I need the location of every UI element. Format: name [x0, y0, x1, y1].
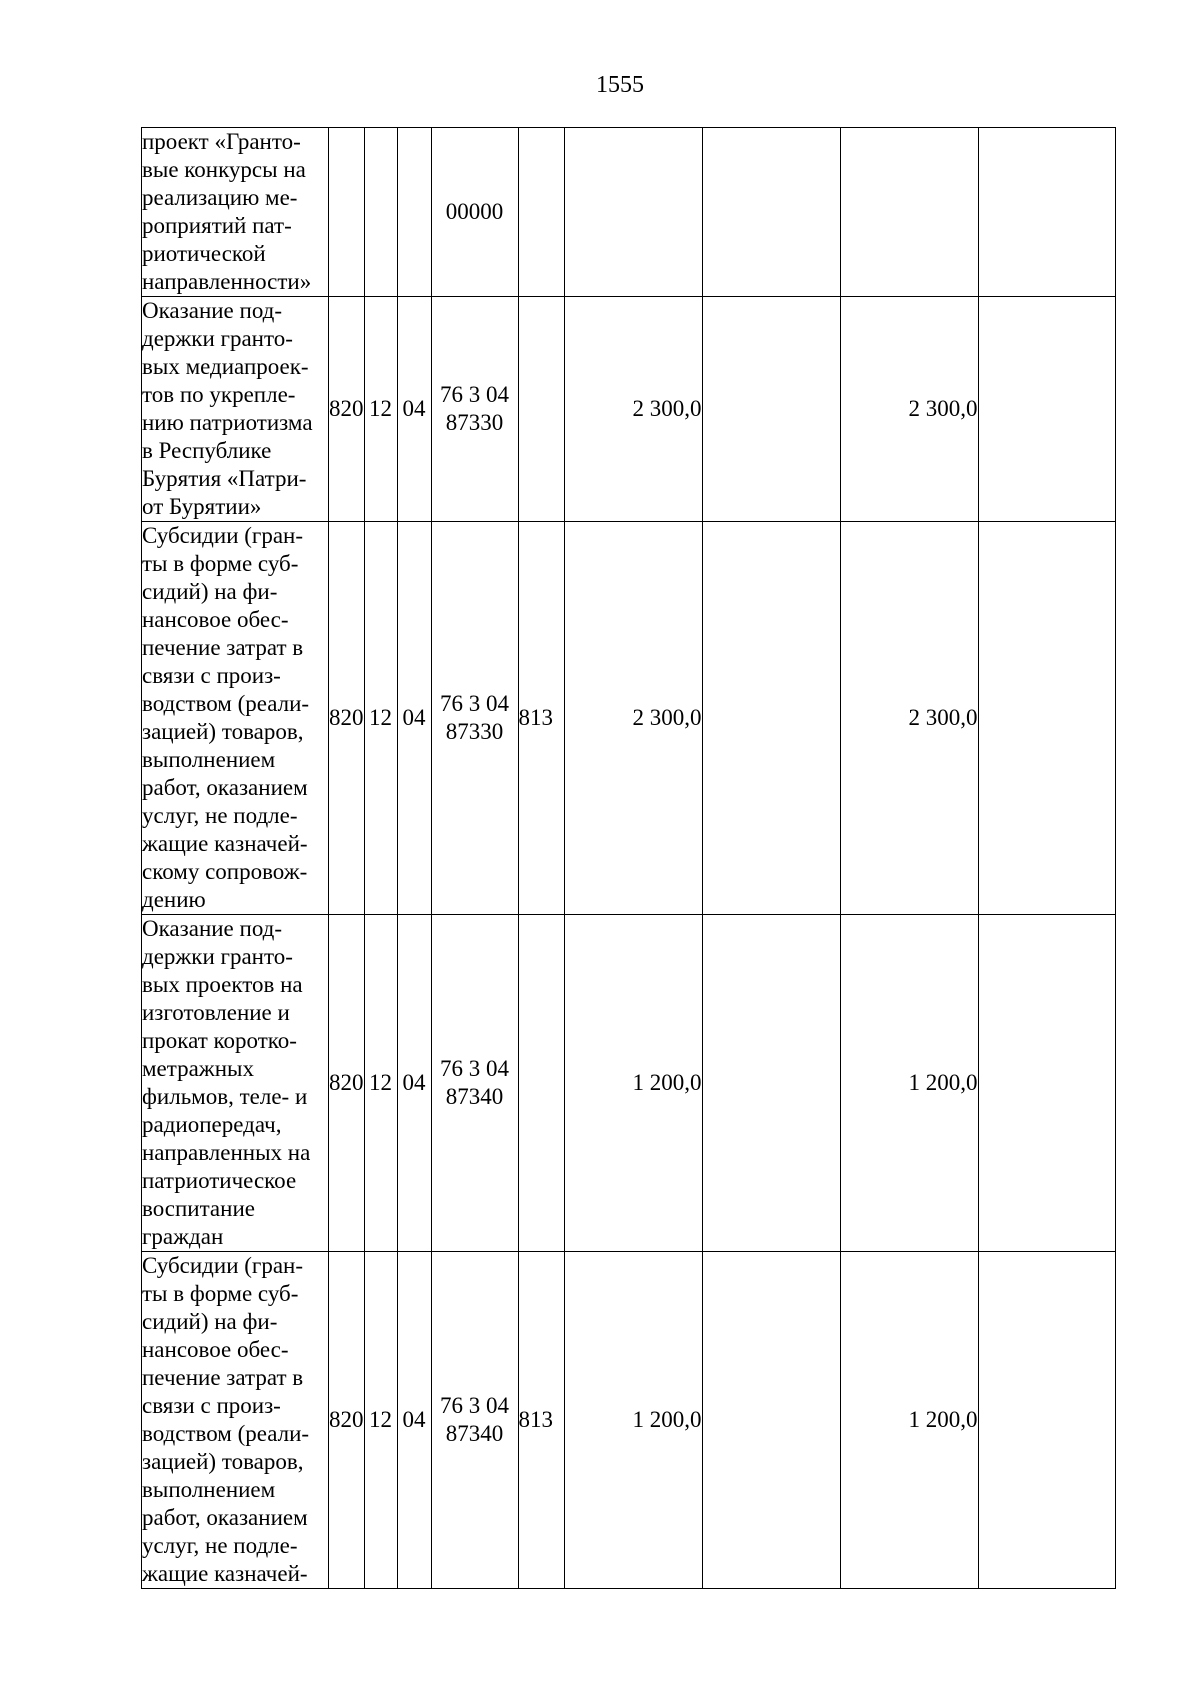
amount-cell: 1 200,0	[840, 915, 978, 1252]
section-code-cell: 12	[364, 297, 397, 522]
expense-name-line: вых проектов на	[142, 972, 303, 997]
empty-cell	[702, 128, 840, 297]
expense-type-cell	[518, 128, 564, 297]
expense-name-cell	[142, 522, 329, 915]
expense-name-line: проект «Гранто-	[142, 129, 301, 154]
target-article-line: 76 3 04	[440, 1393, 509, 1418]
section-code-cell: 12	[364, 1252, 397, 1589]
expense-name-cell	[142, 128, 329, 297]
expense-name-cell	[142, 1252, 329, 1589]
table-row	[142, 1252, 1116, 1589]
expense-name-line: радиопередач,	[142, 1112, 282, 1137]
empty-cell	[978, 128, 1115, 297]
expense-name-line: услуг, не подле-	[142, 803, 298, 828]
amount-cell: 2 300,0	[564, 522, 702, 915]
expense-name-line: печение затрат в	[142, 1365, 304, 1390]
empty-cell	[978, 297, 1115, 522]
target-article-cell	[431, 297, 518, 522]
table-row	[142, 297, 1116, 522]
expense-name-line: нансовое обес-	[142, 1337, 289, 1362]
empty-cell	[702, 1252, 840, 1589]
expense-name-line: метражных	[142, 1056, 254, 1081]
expense-name-line: нансовое обес-	[142, 607, 289, 632]
expense-name-line: фильмов, теле- и	[142, 1084, 308, 1109]
expense-name-line: связи с произ-	[142, 663, 281, 688]
expense-name-line: реализацию ме-	[142, 185, 298, 210]
table-row	[142, 522, 1116, 915]
expense-type-cell: 813	[518, 1252, 564, 1589]
empty-cell	[702, 522, 840, 915]
subsection-code-cell: 04	[397, 915, 431, 1252]
ministry-code-cell: 820	[329, 522, 365, 915]
expense-name-line: печение затрат в	[142, 635, 304, 660]
expense-name-line: вые конкурсы на	[142, 157, 306, 182]
target-article-line: 87340	[445, 1084, 504, 1109]
expense-name-line: Оказание под-	[142, 916, 283, 941]
target-article-line: 76 3 04	[440, 691, 509, 716]
expense-name-line: направленности»	[142, 269, 312, 294]
expense-name-line: водством (реали-	[142, 1421, 310, 1446]
expense-name-line: дению	[142, 887, 206, 912]
expense-name-cell	[142, 915, 329, 1252]
page-number: 1555	[596, 72, 644, 98]
empty-cell	[978, 522, 1115, 915]
expense-name-line: Субсидии (гран-	[142, 523, 304, 548]
empty-cell	[978, 1252, 1115, 1589]
target-article-line: 87330	[445, 719, 504, 744]
target-article-line: 76 3 04	[440, 382, 509, 407]
amount-cell: 2 300,0	[564, 297, 702, 522]
expense-name-line: вых медиапроек-	[142, 354, 309, 379]
ministry-code-cell: 820	[329, 915, 365, 1252]
subsection-code-cell: 04	[397, 297, 431, 522]
expense-name-line: граждан	[142, 1224, 224, 1249]
expense-name-line: патриотическое	[142, 1168, 297, 1193]
expense-name-line: работ, оказанием	[142, 1505, 308, 1530]
expense-type-cell	[518, 297, 564, 522]
amount-cell	[840, 128, 978, 297]
expense-name-line: зацией) товаров,	[142, 719, 304, 744]
amount-cell: 2 300,0	[840, 522, 978, 915]
ministry-code-cell: 820	[329, 297, 365, 522]
expense-name-line: услуг, не подле-	[142, 1533, 298, 1558]
expense-name-line: жащие казначей-	[142, 831, 308, 856]
subsection-code-cell: 04	[397, 522, 431, 915]
table-row	[142, 915, 1116, 1252]
subsection-code-cell: 04	[397, 1252, 431, 1589]
budget-table-body	[142, 128, 1116, 1589]
expense-name-line: ты в форме суб-	[142, 1281, 299, 1306]
expense-name-line: в Республике	[142, 438, 272, 463]
expense-name-line: от Бурятии»	[142, 494, 262, 519]
expense-name-line: связи с произ-	[142, 1393, 281, 1418]
amount-cell: 1 200,0	[564, 915, 702, 1252]
target-article-line: 87330	[445, 410, 504, 435]
expense-name-line: выполнением	[142, 747, 276, 772]
section-code-cell: 12	[364, 522, 397, 915]
amount-cell: 2 300,0	[840, 297, 978, 522]
expense-name-line: направленных на	[142, 1140, 311, 1165]
expense-name-line: Субсидии (гран-	[142, 1253, 304, 1278]
table-row	[142, 128, 1116, 297]
expense-name-line: сидий) на фи-	[142, 579, 278, 604]
expense-name-line: сидий) на фи-	[142, 1309, 278, 1334]
expense-name-line: воспитание	[142, 1196, 255, 1221]
expense-name-line: Оказание под-	[142, 298, 283, 323]
section-code-cell: 12	[364, 915, 397, 1252]
target-article-cell	[431, 128, 518, 297]
target-article-cell	[431, 915, 518, 1252]
amount-cell: 1 200,0	[840, 1252, 978, 1589]
expense-name-line: прокат коротко-	[142, 1028, 297, 1053]
target-article-line: 00000	[445, 199, 504, 224]
subsection-code-cell	[397, 128, 431, 297]
ministry-code-cell: 820	[329, 1252, 365, 1589]
expense-name-line: тов по укрепле-	[142, 382, 296, 407]
target-article-line: 76 3 04	[440, 1056, 509, 1081]
ministry-code-cell	[329, 128, 365, 297]
empty-cell	[978, 915, 1115, 1252]
expense-name-line: роприятий пат-	[142, 213, 292, 238]
expense-name-line: Бурятия «Патри-	[142, 466, 307, 491]
expense-name-line: водством (реали-	[142, 691, 310, 716]
expense-type-cell	[518, 915, 564, 1252]
amount-cell: 1 200,0	[564, 1252, 702, 1589]
expense-name-line: жащие казначей-	[142, 1561, 308, 1586]
expense-name-line: держки гранто-	[142, 944, 293, 969]
expense-name-line: скому сопровож-	[142, 859, 308, 884]
amount-cell	[564, 128, 702, 297]
expense-name-line: работ, оказанием	[142, 775, 308, 800]
expense-name-line: держки гранто-	[142, 326, 293, 351]
expense-name-line: нию патриотизма	[142, 410, 313, 435]
section-code-cell	[364, 128, 397, 297]
expense-name-line: изготовление и	[142, 1000, 290, 1025]
expense-name-line: риотической	[142, 241, 266, 266]
target-article-cell	[431, 522, 518, 915]
expense-name-line: выполнением	[142, 1477, 276, 1502]
empty-cell	[702, 915, 840, 1252]
budget-table	[141, 127, 1116, 1589]
target-article-line: 87340	[445, 1421, 504, 1446]
expense-name-cell	[142, 297, 329, 522]
expense-name-line: зацией) товаров,	[142, 1449, 304, 1474]
expense-name-line: ты в форме суб-	[142, 551, 299, 576]
target-article-cell	[431, 1252, 518, 1589]
empty-cell	[702, 297, 840, 522]
expense-type-cell: 813	[518, 522, 564, 915]
